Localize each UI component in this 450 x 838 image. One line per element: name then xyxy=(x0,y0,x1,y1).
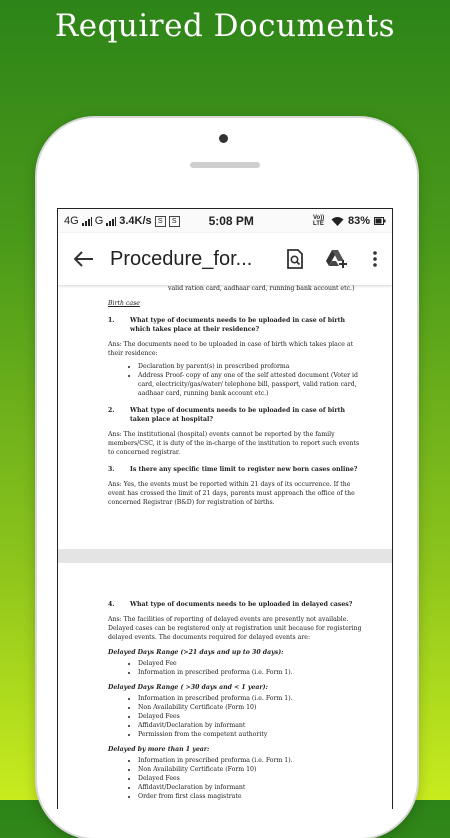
subheading: Delayed Days Range (>21 days and up to 30 days): xyxy=(108,648,284,656)
volte-badge: Vo)) LTE xyxy=(312,215,325,227)
network-type: 4G xyxy=(64,215,79,227)
list-item: • Non Availability Certificate (Form 10) xyxy=(138,704,366,713)
pdf-viewer[interactable] xyxy=(58,285,392,809)
question: 3. Is there any specific time limit to register new born cases online? xyxy=(108,465,358,473)
notification-icon: S xyxy=(155,216,166,227)
more-vert-icon xyxy=(373,251,377,267)
list-item: • Information in prescribed proforma (i.e. Form 1). xyxy=(138,757,366,766)
clock: 5:08 PM xyxy=(208,214,254,228)
list-item: • Non Availability Certificate (Form 10) xyxy=(138,766,366,775)
phone-speaker xyxy=(190,162,260,168)
list-item: • Affidavit/Declaration by informant xyxy=(138,784,366,793)
pdf-page-1 xyxy=(58,285,392,549)
back-button[interactable] xyxy=(58,251,110,267)
phone-screen xyxy=(57,208,393,809)
document-title: Procedure_for... xyxy=(110,247,253,270)
app-toolbar xyxy=(58,233,392,285)
list-item: • Delayed Fee xyxy=(138,660,366,669)
notification-icon-2: S xyxy=(169,216,180,227)
signal-icon-2 xyxy=(106,217,116,226)
battery-percent: 83% xyxy=(347,215,371,227)
question: 4. What type of documents needs to be uploaded in delayed cases? xyxy=(108,601,353,608)
list-item: • Delayed Fees xyxy=(138,713,366,722)
add-to-drive-button[interactable] xyxy=(316,249,358,269)
answer: Ans: The documents need to be uploaded in case of birth which takes place at their residence: xyxy=(108,340,354,357)
list xyxy=(108,363,366,399)
list xyxy=(108,660,366,678)
list-item: • Permission from the competent authority xyxy=(138,731,366,740)
answer: Ans: Yes, the events must be reported within 21 days of its occurrence. If the event has crossed the limit of 21 days, parents must approach the office of the concerned Registrar (B&D) for registration of births. xyxy=(108,480,355,506)
pdf-page-2 xyxy=(58,563,392,809)
section-heading: Birth case xyxy=(108,299,140,307)
phone-camera xyxy=(219,134,228,143)
page-text: valid ration card, aadhaar card, running bank account etc.) xyxy=(168,285,355,292)
network-type-2: G xyxy=(94,215,104,227)
status-bar xyxy=(58,209,392,233)
battery-icon xyxy=(374,216,386,226)
signal-icon xyxy=(82,217,92,226)
drive-add-icon xyxy=(325,249,349,269)
question: 1. What type of documents needs to be uploaded in case of birth which takes place at their residence? xyxy=(108,316,346,333)
more-options-button[interactable] xyxy=(358,251,392,267)
list-item: • Order from first class magistrate xyxy=(138,793,366,802)
subheading: Delayed Days Range ( >30 days and < 1 year): xyxy=(108,683,268,691)
document-search-icon xyxy=(286,249,304,269)
list-item: • Delayed Fees xyxy=(138,775,366,784)
list xyxy=(108,695,366,740)
answer: Ans: The institutional (hospital) events cannot be reported by the family members/CSC, it is duty of the in-charge of the institution to report such events to concerned registrar. xyxy=(108,430,360,456)
data-speed: 3.4K/s xyxy=(119,215,152,227)
list-item: • Affidavit/Declaration by informant xyxy=(138,722,366,731)
promo-headline: Required Documents xyxy=(54,8,396,44)
wifi-icon xyxy=(331,216,344,226)
back-arrow-icon xyxy=(74,251,94,267)
list xyxy=(108,757,366,802)
question: 2. What type of documents needs to be uploaded in case of birth taken place at hospital? xyxy=(108,406,346,423)
list-item: • Information in prescribed proforma (i.e. Form 1). xyxy=(138,669,366,678)
list-item: • Declaration by parent(s) in prescribed proforma xyxy=(138,363,366,372)
search-in-document-button[interactable] xyxy=(274,249,316,269)
list-item: • Address Proof- copy of any one of the self attested document (Voter id card, electricity/gas/water/ telephone bill, passport, valid ration card, aadhaar card, running bank account etc.) xyxy=(138,372,366,399)
list-item: • Information in prescribed proforma (i.e. Form 1). xyxy=(138,695,366,704)
answer: Ans: The facilities of reporting of delayed events are presently not available. Delayed cases can be registered only at registration unit because for registering delayed events. The documents required for delayed events are: xyxy=(108,615,362,641)
subheading: Delayed by more than 1 year: xyxy=(108,745,210,753)
